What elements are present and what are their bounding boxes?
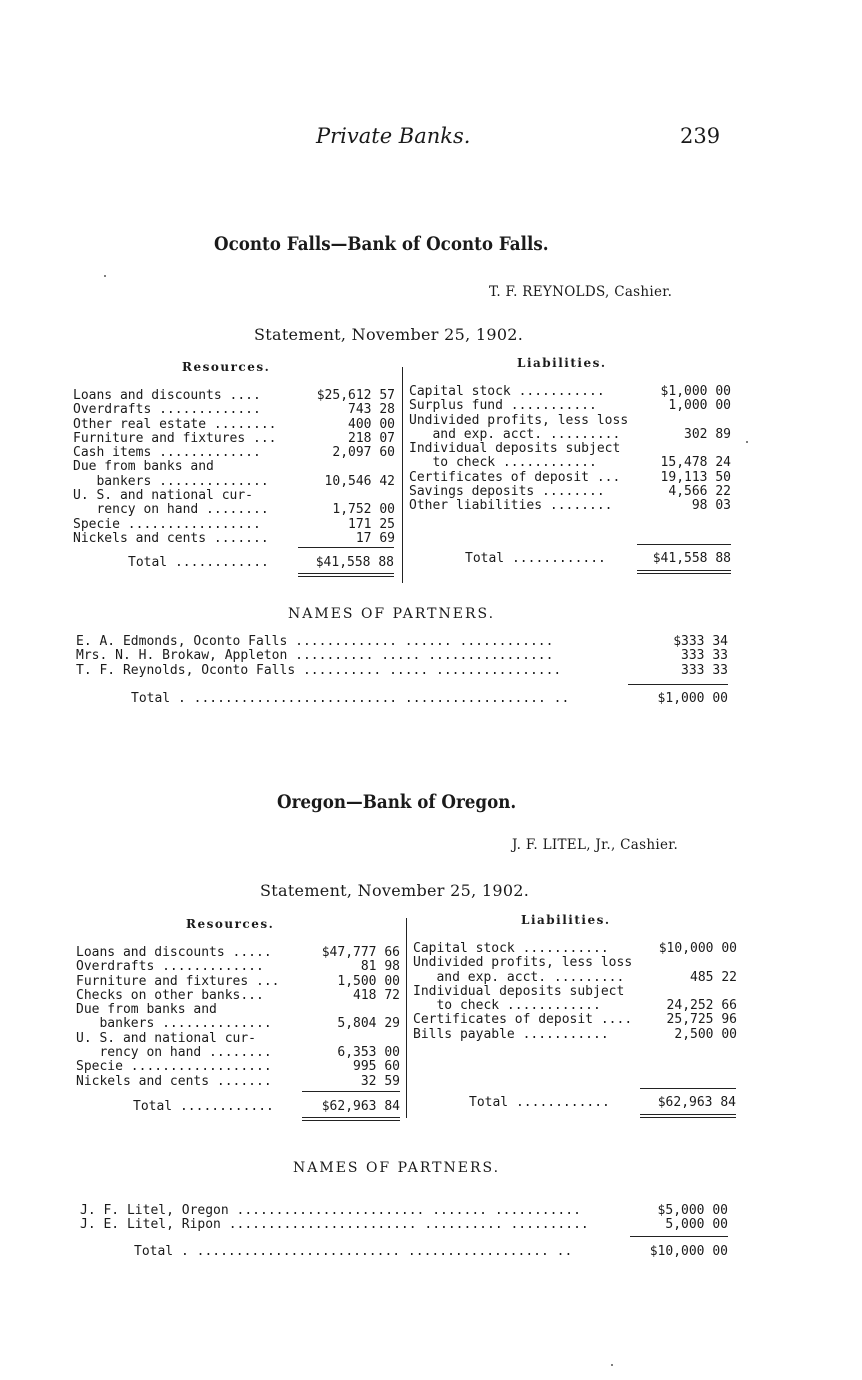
table-row	[80, 1218, 728, 1232]
table-row	[76, 1060, 400, 1074]
item-label: U. S. and national cur-	[73, 488, 254, 504]
item-amount: 15,478 24	[660, 455, 731, 471]
item-amount: 995 60	[353, 1059, 400, 1075]
partner-name: E. A. Edmonds, Oconto Falls ............. ...... ............	[76, 634, 554, 649]
item-label: Overdrafts .............	[76, 959, 264, 975]
scan-speck	[611, 1364, 613, 1366]
item-amount: $25,612 57	[316, 388, 395, 403]
item-label: Furniture and fixtures ...	[76, 973, 280, 989]
table-row	[76, 649, 728, 663]
resources-table	[73, 389, 395, 546]
item-label: to check ............	[413, 998, 601, 1014]
item-label: Due from banks and	[73, 459, 214, 475]
table-row	[413, 942, 737, 956]
table-row	[409, 428, 731, 442]
partner-name: J. F. Litel, Oregon ........................ ....... ...........	[80, 1203, 581, 1218]
cashier-name: T. F. REYNOLDS, Cashier.	[489, 284, 673, 300]
table-row	[80, 1204, 728, 1218]
sum-rule	[302, 1091, 400, 1092]
partner-amount: 333 33	[681, 648, 728, 664]
item-amount: 81 98	[360, 959, 400, 975]
table-row	[76, 960, 400, 974]
table-row	[76, 989, 400, 1003]
table-row	[73, 532, 395, 546]
resources-table	[76, 946, 400, 1089]
table-row	[73, 403, 395, 417]
table-row	[413, 1013, 737, 1027]
item-label: Individual deposits subject	[409, 441, 621, 457]
item-label: Specie ..................	[76, 1059, 272, 1075]
partner-name: T. F. Reynolds, Oconto Falls .......... ..... ................	[76, 662, 562, 678]
item-label: to check ............	[409, 455, 597, 471]
table-row	[76, 1003, 400, 1017]
table-row	[73, 475, 395, 489]
item-label: Furniture and fixtures ...	[73, 430, 277, 446]
item-amount: 171 25	[348, 516, 395, 532]
statement-date: Statement, November 25, 1902.	[260, 881, 530, 900]
item-label: Checks on other banks...	[76, 987, 264, 1003]
table-row	[409, 442, 731, 456]
table-row	[76, 946, 400, 960]
table-row	[413, 999, 737, 1013]
item-label: Undivided profits, less loss	[409, 412, 629, 428]
item-label: Individual deposits subject	[413, 983, 625, 999]
partners-heading: NAMES OF PARTNERS.	[293, 1160, 501, 1176]
table-row	[73, 432, 395, 446]
item-label: Certificates of deposit ...	[409, 469, 621, 485]
table-row	[73, 418, 395, 432]
liabilities-heading: Liabilities.	[517, 356, 607, 370]
partners-table	[80, 1204, 728, 1233]
partners-total-row	[131, 692, 728, 706]
table-row	[409, 499, 731, 513]
item-label: Bills payable ...........	[413, 1026, 609, 1042]
item-amount: 25,725 96	[666, 1012, 737, 1028]
item-amount: 6,353 00	[337, 1045, 400, 1061]
column-divider	[406, 918, 407, 1118]
item-amount: 24,252 66	[666, 998, 737, 1014]
liabilities-table	[409, 385, 731, 514]
table-row	[409, 414, 731, 428]
partners-heading: NAMES OF PARTNERS.	[288, 606, 496, 622]
scan-speck	[746, 441, 748, 443]
item-amount: $47,777 66	[321, 945, 400, 960]
total-amount: $62,963 84	[657, 1095, 736, 1110]
total-label: Total ............	[465, 551, 606, 566]
resources-heading: Resources.	[186, 917, 275, 931]
item-amount: 2,097 60	[332, 445, 395, 461]
item-amount: 10,546 42	[324, 473, 395, 489]
item-label: rency on hand ........	[76, 1045, 272, 1061]
total-amount: $41,558 88	[315, 555, 394, 570]
item-amount: 485 22	[690, 969, 737, 985]
item-label: Capital stock ...........	[413, 941, 609, 956]
liabilities-total-row	[469, 1096, 736, 1110]
table-row	[76, 1075, 400, 1089]
table-row	[76, 664, 728, 678]
item-amount: 17 69	[355, 530, 395, 546]
table-row	[73, 446, 395, 460]
item-label: rency on hand ........	[73, 502, 269, 518]
item-label: and exp. acct. .........	[413, 969, 625, 985]
table-row	[73, 489, 395, 503]
table-row	[76, 1046, 400, 1060]
item-amount: 19,113 50	[660, 469, 731, 485]
liabilities-total-row	[465, 552, 731, 566]
item-amount: 4,566 22	[668, 484, 731, 500]
table-row	[76, 635, 728, 649]
item-label: Undivided profits, less loss	[413, 955, 633, 971]
page-title: Private Banks.	[316, 124, 471, 148]
table-row	[409, 456, 731, 470]
item-label: Due from banks and	[76, 1002, 217, 1018]
total-amount: $41,558 88	[652, 551, 731, 566]
partner-amount: 333 33	[681, 662, 728, 678]
item-amount: $1,000 00	[660, 384, 731, 399]
item-amount: 98 03	[691, 498, 731, 514]
table-row	[76, 975, 400, 989]
table-row	[409, 399, 731, 413]
table-row	[413, 985, 737, 999]
table-row	[409, 385, 731, 399]
item-label: Capital stock ...........	[409, 384, 605, 399]
resources-total-row	[133, 1100, 400, 1114]
bank-title: Oregon—Bank of Oregon.	[277, 791, 517, 813]
item-amount: 302 89	[684, 426, 731, 442]
partners-table	[76, 635, 728, 678]
partner-name: J. E. Litel, Ripon ........................ .......... ..........	[80, 1217, 589, 1233]
item-amount: 218 07	[348, 430, 395, 446]
table-row	[413, 1028, 737, 1042]
table-row	[73, 518, 395, 532]
table-row	[413, 956, 737, 970]
total-amount: $62,963 84	[321, 1099, 400, 1114]
item-label: Nickels and cents .......	[76, 1073, 272, 1089]
item-label: Overdrafts .............	[73, 402, 261, 418]
item-label: Other real estate ........	[73, 416, 277, 432]
item-amount: 418 72	[353, 987, 400, 1003]
total-amount: $1,000 00	[657, 691, 728, 706]
total-amount: $10,000 00	[649, 1244, 728, 1259]
partners-total-row	[134, 1245, 728, 1259]
statement-date: Statement, November 25, 1902.	[254, 325, 524, 344]
table-row	[413, 971, 737, 985]
item-label: Certificates of deposit ....	[413, 1012, 633, 1028]
item-label: bankers ..............	[73, 473, 269, 489]
total-label: Total . .......................... .................. ..	[134, 1244, 573, 1259]
table-row	[409, 471, 731, 485]
item-label: Loans and discounts ....	[73, 388, 261, 403]
item-amount: 1,752 00	[332, 502, 395, 518]
scan-speck	[104, 275, 106, 277]
partner-name: Mrs. N. H. Brokaw, Appleton .......... ..... ................	[76, 648, 554, 664]
table-row	[73, 460, 395, 474]
double-rule	[298, 573, 394, 577]
item-label: and exp. acct. .........	[409, 426, 621, 442]
sum-rule	[637, 544, 731, 545]
sum-rule	[640, 1088, 736, 1089]
item-label: U. S. and national cur-	[76, 1030, 257, 1046]
double-rule	[637, 570, 731, 574]
item-amount: 32 59	[360, 1073, 400, 1089]
table-row	[73, 503, 395, 517]
page-number: 239	[680, 124, 721, 148]
item-label: Specie .................	[73, 516, 261, 532]
total-label: Total ............	[133, 1099, 274, 1114]
table-row	[76, 1017, 400, 1031]
sum-rule	[298, 547, 394, 548]
bank-title: Oconto Falls—Bank of Oconto Falls.	[214, 233, 549, 255]
item-amount: 400 00	[348, 416, 395, 432]
partner-amount: $333 34	[673, 634, 728, 649]
resources-total-row	[128, 556, 394, 570]
total-label: Total . .......................... .................. ..	[131, 691, 570, 706]
cashier-name: J. F. LITEL, Jr., Cashier.	[512, 837, 679, 853]
total-label: Total ............	[469, 1095, 610, 1110]
total-label: Total ............	[128, 555, 269, 570]
double-rule	[302, 1117, 400, 1121]
table-row	[409, 485, 731, 499]
sum-rule	[628, 684, 728, 685]
item-amount: 1,000 00	[668, 398, 731, 414]
liabilities-table	[413, 942, 737, 1042]
liabilities-heading: Liabilities.	[521, 913, 611, 927]
item-label: bankers ..............	[76, 1016, 272, 1032]
partner-amount: $5,000 00	[657, 1203, 728, 1218]
table-row	[76, 1032, 400, 1046]
item-label: Other liabilities ........	[409, 498, 613, 514]
item-label: Surplus fund ...........	[409, 398, 597, 414]
resources-heading: Resources.	[182, 360, 271, 374]
item-label: Savings deposits ........	[409, 484, 605, 500]
partner-amount: 5,000 00	[665, 1217, 728, 1233]
table-row	[73, 389, 395, 403]
item-label: Nickels and cents .......	[73, 530, 269, 546]
sum-rule	[630, 1236, 728, 1237]
item-amount: 2,500 00	[674, 1026, 737, 1042]
item-amount: $10,000 00	[658, 941, 737, 956]
item-amount: 1,500 00	[337, 973, 400, 989]
column-divider	[402, 367, 403, 583]
item-amount: 743 28	[348, 402, 395, 418]
double-rule	[640, 1114, 736, 1118]
item-label: Cash items .............	[73, 445, 261, 461]
item-label: Loans and discounts .....	[76, 945, 272, 960]
item-amount: 5,804 29	[337, 1016, 400, 1032]
